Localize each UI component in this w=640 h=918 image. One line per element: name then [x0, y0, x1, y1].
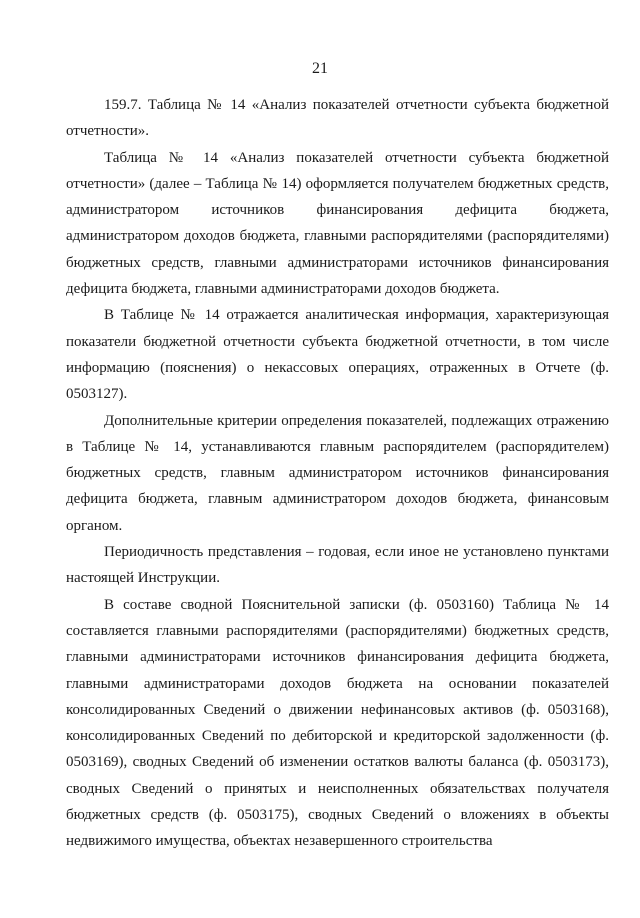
paragraph-section-heading: 159.7. Таблица № 14 «Анализ показателей отчетности субъекта бюджетной отчетности».: [66, 97, 609, 140]
paragraph-consolidated-note: В составе сводной Пояснительной записки (ф. 0503160) Таблица № 14 составляется главными распорядителями (распорядителями) бюджетных средств, главными администраторами источников финансирования дефицита бюджета, главными администраторами доходов бюджета на основании показателей консолидированных Сведений о движении нефинансовых активов (ф. 0503168), консолидированных Сведений по дебиторской и кредиторской задолженности (ф. 0503169), сводных Сведений об изменении остатков валюты баланса (ф. 0503173), сводных Сведений о принятых и неисполненных обязательствах получателя бюджетных средств (ф. 0503175), сводных Сведений о вложениях в объекты недвижимого имущества, объектах незавершенного строительства: [66, 596, 609, 850]
paragraph-additional-criteria: Дополнительные критерии определения показателей, подлежащих отражению в Таблице № 14, устанавливаются главным распорядителем (распорядителем) бюджетных средств, главным администратором источников финансирования дефицита бюджета, главным администратором доходов бюджета, финансовым органом.: [66, 412, 609, 534]
paragraph-table-14-preparers: Таблица № 14 «Анализ показателей отчетности субъекта бюджетной отчетности» (далее – Таблица № 14) оформляется получателем бюджетных средств, администратором источников финансирования дефицита бюджета, администратором доходов бюджета, главными распорядителями (распорядителями) бюджетных средств, главными администраторами источников финансирования дефицита бюджета, главными администраторами доходов бюджета.: [66, 149, 609, 298]
page-number: 21: [312, 60, 328, 77]
document-body: [66, 92, 609, 855]
paragraph-periodicity: Периодичность представления – годовая, если иное не установлено пунктами настоящей Инструкции.: [66, 544, 609, 587]
paragraph-table-14-content: В Таблице № 14 отражается аналитическая информация, характеризующая показатели бюджетной отчетности субъекта бюджетной отчетности, в том числе информацию (пояснения) о некассовых операциях, отраженных в Отчете (ф. 0503127).: [66, 307, 609, 403]
